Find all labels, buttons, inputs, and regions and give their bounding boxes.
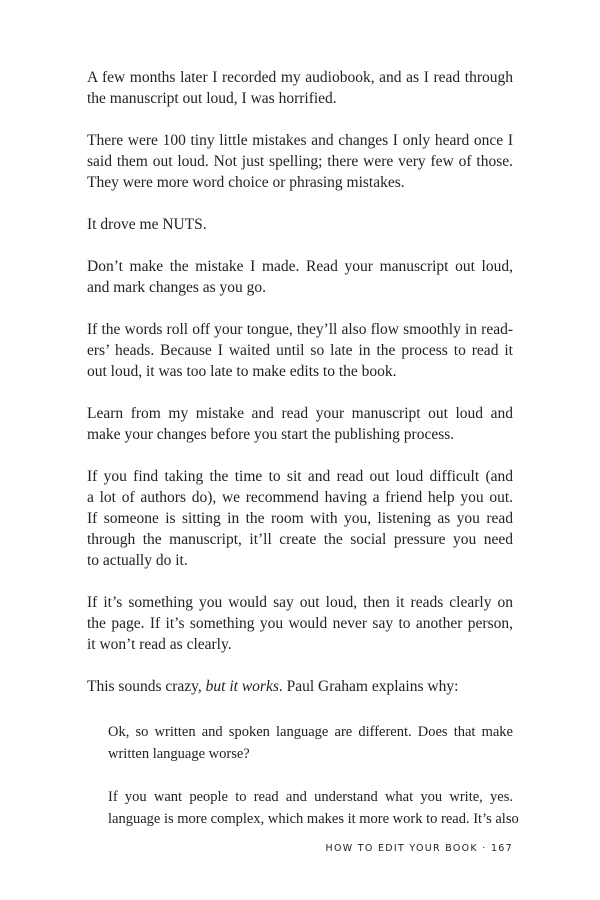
text-line (87, 172, 513, 193)
text-line (87, 487, 513, 508)
text-line (87, 67, 513, 88)
text-line (87, 529, 513, 550)
text-line (87, 214, 513, 235)
text-line (87, 613, 513, 634)
text-run: . Paul Graham explains why: (278, 678, 459, 695)
text-run: If someone is sitting in the room with you, listening as you read (87, 510, 513, 527)
text-line (87, 256, 513, 277)
body-paragraph (87, 592, 513, 655)
body-paragraph (87, 319, 513, 382)
body-paragraph (87, 466, 513, 571)
body-paragraph (87, 676, 513, 697)
block-quote-paragraph (108, 786, 519, 830)
text-run: said them out loud. Not just spelling; there were very few of those. (87, 153, 513, 170)
text-run: and mark changes as you go. (87, 279, 267, 296)
body-paragraph (87, 67, 513, 109)
text-run: it won’t read as clearly. (87, 636, 232, 653)
text-run: the manuscript out loud, I was horrified. (87, 90, 337, 107)
text-run: out loud, it was too late to make edits to the book. (87, 363, 397, 380)
text-line (87, 508, 513, 529)
text-line (87, 277, 513, 298)
text-run: If it’s something you would say out loud, then it reads clearly on (87, 594, 513, 611)
text-line (87, 592, 513, 613)
text-line (87, 340, 513, 361)
text-line (87, 130, 513, 151)
text-line (87, 319, 513, 340)
text-line (108, 808, 519, 830)
text-run: Don’t make the mistake I made. Read your manuscript out loud, (87, 258, 513, 275)
text-line (87, 634, 513, 655)
text-run: They were more word choice or phrasing mistakes. (87, 174, 405, 191)
text-line (108, 743, 513, 765)
text-run: a lot of authors do), we recommend having a friend help you out. (87, 489, 513, 506)
text-line (87, 676, 513, 697)
emphasis-text: but it works (205, 678, 279, 695)
text-run: to actually do it. (87, 552, 188, 569)
text-line (87, 466, 513, 487)
text-line (87, 424, 513, 445)
footer-separator: · (482, 843, 487, 854)
text-run: There were 100 tiny little mistakes and changes I only heard once I (87, 132, 513, 149)
text-run: Ok, so written and spoken language are different. Does that make (108, 724, 513, 740)
text-line (108, 721, 513, 743)
text-run: A few months later I recorded my audiobook, and as I read through (87, 69, 513, 86)
text-run: This sounds crazy, (87, 678, 206, 695)
text-line (108, 786, 513, 808)
text-run: If you want people to read and understand what you write, yes. (108, 789, 513, 805)
page-body (87, 67, 519, 851)
text-run: through the manuscript, it’ll create the social pressure you need (87, 531, 513, 548)
text-line (87, 550, 513, 571)
text-run: Learn from my mistake and read your manuscript out loud and (87, 405, 513, 422)
text-run: It drove me NUTS. (87, 216, 207, 233)
text-line (87, 361, 513, 382)
body-paragraph (87, 403, 513, 445)
text-run: If you find taking the time to sit and read out loud difficult (and (87, 468, 513, 485)
text-run: ers’ heads. Because I waited until so late in the process to read it (87, 342, 513, 359)
body-paragraph (87, 130, 513, 193)
text-run: written language worse? (108, 746, 250, 762)
text-line (87, 151, 513, 172)
text-run: language is more complex, which makes it more work to read. It’s also (108, 811, 519, 827)
body-paragraph (87, 214, 513, 235)
page-number: 167 (490, 843, 513, 854)
body-paragraph (87, 256, 513, 298)
block-quote-paragraph (108, 721, 513, 765)
text-run: the page. If it’s something you would never say to another person, (87, 615, 513, 632)
text-run: If the words roll off your tongue, they’ll also flow smoothly in read- (87, 321, 513, 338)
text-line (87, 403, 513, 424)
text-line (87, 88, 513, 109)
text-run: make your changes before you start the publishing process. (87, 426, 455, 443)
running-head: HOW TO EDIT YOUR BOOK (325, 843, 478, 854)
page-footer (326, 843, 513, 854)
